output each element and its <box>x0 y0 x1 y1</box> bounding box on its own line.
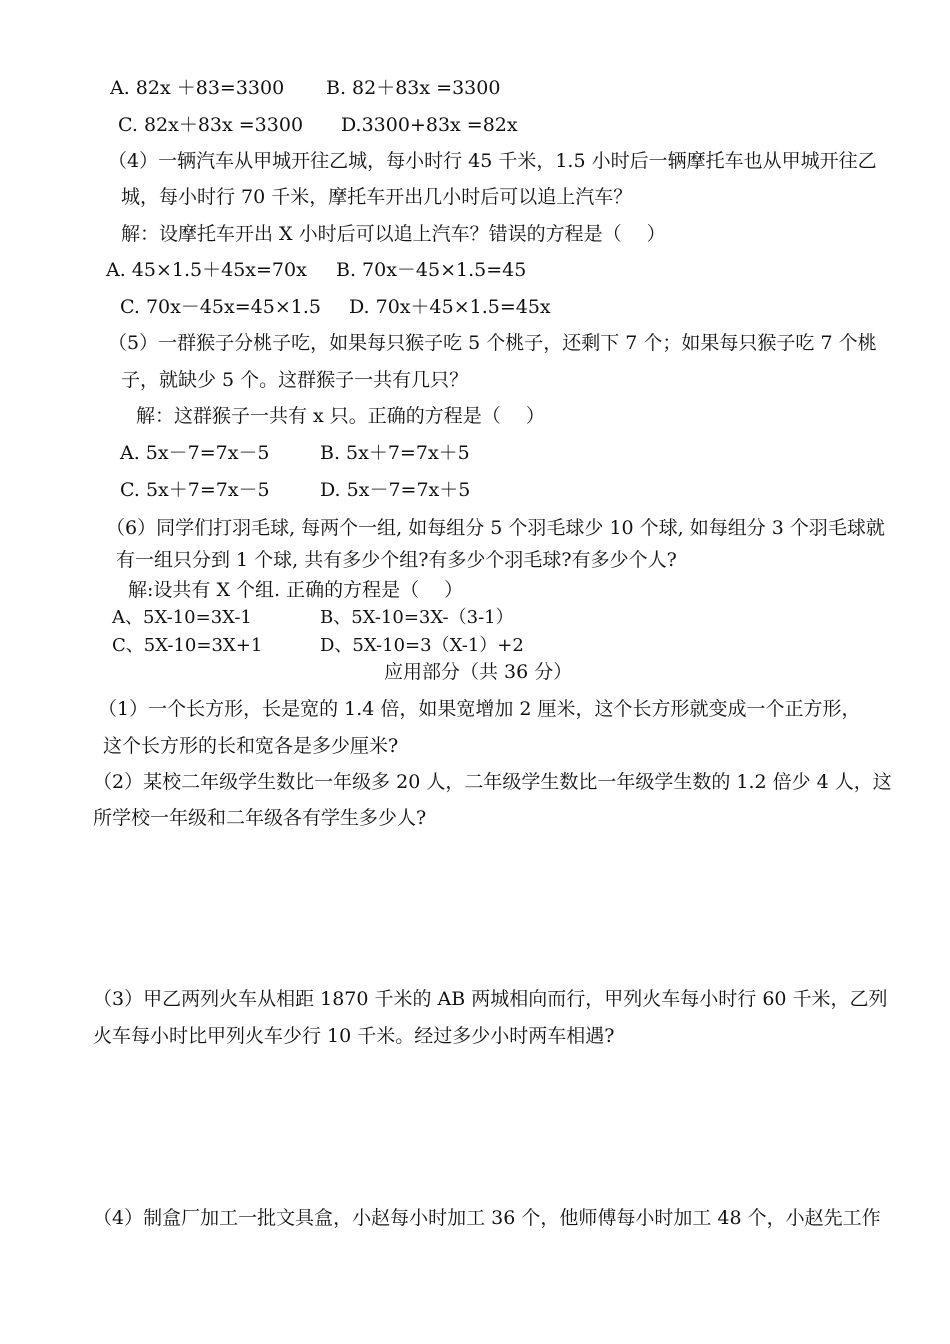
app-q2-line1: （2）某校二年级学生数比一年级多 20 人，二年级学生数比一年级学生数的 1.2 倍少 4 人，这 <box>93 771 892 793</box>
q4-option-c: C. 70x－45x=45×1.5 <box>120 296 321 318</box>
q5-option-d: D. 5x－7=7x＋5 <box>320 479 471 501</box>
q6-option-c: C、5X-10=3X+1 <box>112 635 263 656</box>
q6-option-b: B、5X-10=3X-（3-1） <box>320 607 514 628</box>
app-q1-line1: （1）一个长方形，长是宽的 1.4 倍，如果宽增加 2 厘米，这个长方形就变成一个正方形， <box>98 698 861 720</box>
q4-text-line2: 城，每小时行 70 千米，摩托车开出几小时后可以追上汽车？ <box>121 186 633 208</box>
q5-solution: 解：这群猴子一共有 x 只。正确的方程是（ ） <box>136 405 545 427</box>
q4-option-b: B. 70x－45×1.5=45 <box>336 259 527 281</box>
q3-option-c: C. 82x＋83x =3300 <box>118 114 304 136</box>
q5-text-line1: （5）一群猴子分桃子吃，如果每只猴子吃 5 个桃子，还剩下 7 个；如果每只猴子吃 7 个桃 <box>108 332 877 354</box>
q6-solution: 解:设共有 X 个组. 正确的方程是（ ） <box>128 579 464 601</box>
app-q1-line2: 这个长方形的长和宽各是多少厘米? <box>103 735 399 757</box>
app-q2-line2: 所学校一年级和二年级各有学生多少人? <box>93 807 427 829</box>
q6-text-line1: （6）同学们打羽毛球, 每两个一组, 如每组分 5 个羽毛球少 10 个球, 如每组分 3 个羽毛球就 <box>106 517 885 539</box>
app-q3-line1: （3）甲乙两列火车从相距 1870 千米的 AB 两城相向而行，甲列火车每小时行 60 千米，乙列 <box>93 988 888 1010</box>
q5-option-b: B. 5x＋7=7x＋5 <box>320 442 470 464</box>
q3-option-b: B. 82＋83x =3300 <box>326 77 501 99</box>
q6-text-line2: 有一组只分到 1 个球, 共有多少个组?有多少个羽毛球?有多少个人? <box>116 549 677 571</box>
q4-option-a: A. 45×1.5＋45x=70x <box>106 259 307 281</box>
q5-option-a: A. 5x－7=7x－5 <box>120 442 270 464</box>
section-title: 应用部分（共 36 分） <box>384 661 573 683</box>
q6-option-d: D、5X-10=3（X-1）+2 <box>320 635 524 656</box>
q6-option-a: A、5X-10=3X-1 <box>112 607 252 628</box>
app-q4-line1: （4）制盒厂加工一批文具盒，小赵每小时加工 36 个，他师傅每小时加工 48 个，小赵先工作 <box>93 1207 881 1229</box>
q3-option-d: D.3300+83x =82x <box>341 114 518 136</box>
q5-option-c: C. 5x＋7=7x－5 <box>120 479 270 501</box>
app-q3-line2: 火车每小时比甲列火车少行 10 千米。经过多少小时两车相遇? <box>93 1025 615 1047</box>
q4-solution: 解：设摩托车开出 X 小时后可以追上汽车？错误的方程是（ ） <box>121 223 666 245</box>
q4-option-d: D. 70x＋45×1.5=45x <box>349 296 551 318</box>
q4-text-line1: （4）一辆汽车从甲城开往乙城，每小时行 45 千米，1.5 小时后一辆摩托车也从甲城开往乙 <box>108 150 877 172</box>
q5-text-line2: 子，就缺少 5 个。这群猴子一共有几只？ <box>121 369 469 391</box>
q3-option-a: A. 82x ＋83=3300 <box>110 77 285 99</box>
